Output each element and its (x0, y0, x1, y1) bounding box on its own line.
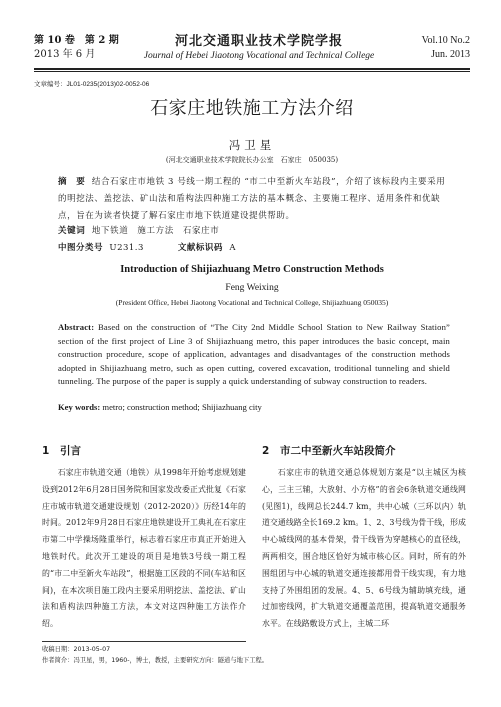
header-rule-thin (34, 71, 470, 72)
paper-title-cn: 石家庄地铁施工方法介绍 (150, 98, 354, 119)
header-left (34, 34, 119, 62)
date-cn: 2013 年 6 月 (34, 49, 96, 60)
keywords-cn-label: 关键词 (58, 226, 86, 236)
affiliation-en: (President Office, Hebei Jiaotong Vocational and Technical College, Shijiazhuang 050035) (115, 298, 389, 307)
abstract-cn-label: 摘 要 (58, 177, 86, 187)
clc-value: U231.3 (109, 243, 144, 253)
clc-label: 中图分类号 (58, 243, 104, 253)
section-2-title: 市二中至新火车站段简介 (280, 445, 396, 457)
journal-name-en: Journal of Hebei Jiaotong Vocational and Technical College (143, 51, 375, 61)
keywords-en-label: Key words (58, 402, 98, 412)
section-2-heading (262, 443, 396, 458)
section-1-body: 石家庄市轨道交通（地铁）从1998年开始考虑规划建设到2012年6月28日国务院和国家发改委正式批复《石家庄市城市轨道交通建设规划（2012-2020）》历经14年的时间。2012年9月28日石家庄地铁建设开工典礼在石家庄市第二中学操场隆重举行，标志着石家庄市真正开始进入地铁时代。此次开工建设的项目是地铁3号线一期工程的“市二中至新火车站段”，根据施工区段的不同(车站和区间)，在本次项目施工段内主要采用明挖法、盖挖法、矿山法和盾构法四种施工方法，本文对这四种施工方法作介绍。 (42, 468, 246, 629)
footnote-received: 收稿日期：2013-05-07 (42, 646, 111, 653)
journal-header (34, 34, 470, 66)
abstract-cn (58, 174, 448, 225)
article-number: 文章编号：JL01-0235(2013)02-0052-06 (34, 81, 150, 88)
author-cn: 冯卫星 (228, 138, 276, 152)
abstract-en-text: Based on the construction of “The City 2nd Middle School Station to New Railway Station” section of the first project of Line 3 of Shijiazhuang metro, this paper introduces the basic concept, main construction procedure, scope of application, advantages and disadvantages of the construction methods adopted in Shijiazhuang metro, such as open cutting, covered excavation, troditional tunneling and shield tunneling. The purpose of the paper is supply a quick understanding of subway construction to readers. (58, 322, 450, 386)
doc-code-label: 文献标识码 (177, 243, 223, 253)
abstract-en: Abstract: Based on the construction of “The City 2nd Middle School Station to New Railway Station” section of the first project of Line 3 of Shijiazhuang metro, this paper introduces the basic concept, main construction procedure, scope of application, advantages and disadvantages of the construction methods adopted in Shijiazhuang metro, such as open cutting, covered excavation, troditional tunneling and shield tunneling. The purpose of the paper is supply a quick understanding of subway construction to readers. (58, 322, 450, 386)
keywords-cn (58, 224, 219, 236)
section-2-body: 石家庄市的轨道交通总体规划方案是“以主城区为核心，三主三辅，大放射、小方格”的省会6条轨道交通线网(见图1)，线网总长244.7 km，共中心城（三环以内）轨道交通线路全长169.2 km。1、2、3号线为骨干线，形成中心城线网的基本骨架，骨干线皆为穿越核心的直径线，两两相交，围合地区恰好为城市核心区。同时，所有的外围组团与中心城的轨道交通连接都用骨干线实现，有力地支持了外围组团的发展。4、5、6号线为辅助填充线，通过加密线网，扩大轨道交通覆盖范围，提高轨道交通服务水平。在线路敷设方式上，主城二环 (262, 468, 466, 629)
journal-name-cn: 河北交通职业技术学院学报 (174, 34, 343, 49)
abstract-cn-text: 结合石家庄市地铁 3 号线一期工程的 “市二中至新火车站段”，介绍了该标段内主要采用的明挖法、盖挖法、矿山法和盾构法四种施工方法的基本概念、主要施工程序、适用条件和优缺点，旨在为读者快捷了解石家庄市地下铁道建设提供帮助。 (58, 177, 446, 221)
header-rule-thick (34, 68, 470, 70)
keywords-en-text: metro; construction method; Shijiazhuang city (102, 402, 262, 412)
affiliation-cn: (河北交通职业技术学院院长办公室 石家庄 050035) (165, 156, 339, 164)
section-1-number: 1 (42, 445, 50, 457)
keywords-cn-text: 地下铁道 施工方法 石家庄市 (91, 226, 220, 236)
section-1-heading (42, 443, 81, 458)
column-right (262, 465, 466, 671)
classification-line (58, 241, 236, 253)
doc-code-value: A (229, 243, 236, 253)
paper-title-en: Introduction of Shijiazhuang Metro Construction Methods (120, 264, 384, 275)
abstract-en-label: Abstract (58, 322, 92, 332)
footnote-author: 作者简介：冯卫星，男，1960-，博士，教授，主要研究方向：隧道与地下工程。 (42, 657, 269, 664)
section-2-number: 2 (262, 445, 270, 457)
issue-cn: 第 10 卷 第 2 期 (34, 35, 119, 46)
keywords-en: Key words: metro; construction method; Shijiazhuang city (58, 402, 262, 412)
column-left (42, 465, 246, 635)
footnote-rule (42, 641, 246, 642)
author-en: Feng Weixing (225, 283, 279, 293)
header-center (124, 34, 394, 62)
header-right (422, 34, 470, 62)
date-en: Jun. 2013 (431, 49, 470, 60)
section-1-title: 引言 (60, 445, 81, 457)
volume-en: Vol.10 No.2 (421, 35, 470, 46)
